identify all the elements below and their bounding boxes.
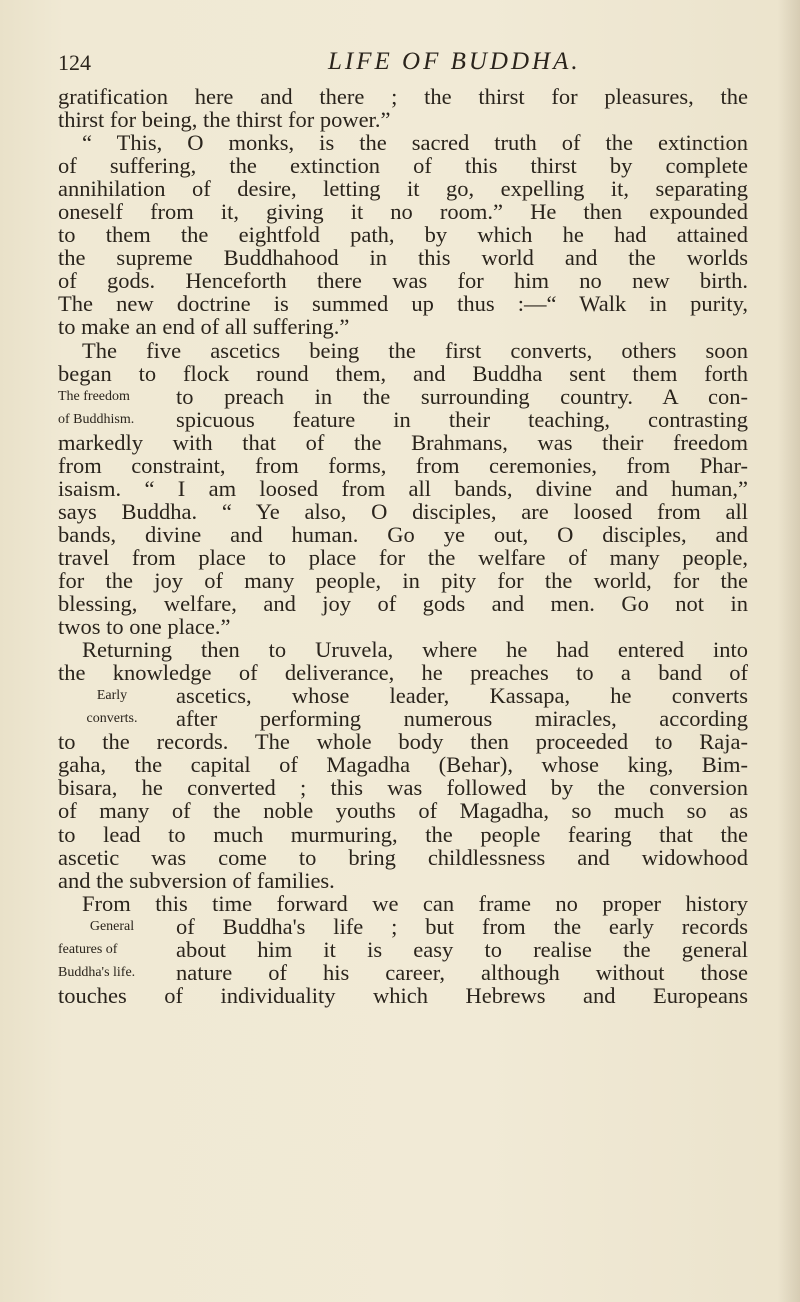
text-line: Returning then to Uruvela, where he had entered into <box>82 637 748 663</box>
page-header <box>58 44 738 84</box>
text-line-content: to preach in the surrounding country. A con- <box>176 383 748 409</box>
text-line: from constraint, from forms, from ceremonies, from Phar- <box>58 452 748 478</box>
text-line: annihilation of desire, letting it go, expelling it, separating <box>58 176 748 202</box>
running-head: LIFE OF BUDDHA. <box>328 48 581 75</box>
text-line <box>58 915 748 938</box>
text-line <box>58 684 748 707</box>
text-line: gratification here and there ; the thirst for pleasures, the <box>58 84 748 109</box>
text-line: touches of individuality which Hebrews and Europeans <box>58 982 748 1008</box>
margin-note-freedom-1: The freedom <box>58 388 130 404</box>
text-line: for the joy of many people, in pity for the world, for the <box>58 567 748 593</box>
text-line: of gods. Henceforth there was for him no new birth. <box>58 268 748 294</box>
text-line: began to flock round them, and Buddha sent them forth <box>58 360 748 386</box>
text-line: The new doctrine is summed up thus :—“ Walk in purity, <box>58 291 748 317</box>
text-line: thirst for being, the thirst for power.” <box>58 107 391 133</box>
text-line: to make an end of all suffering.” <box>58 314 350 340</box>
text-line: blessing, welfare, and joy of gods and men. Go not in <box>58 591 748 617</box>
text-line-content: of Buddha's life ; but from the early records <box>176 913 748 939</box>
text-line: the knowledge of deliverance, he preaches to a band of <box>58 660 748 686</box>
text-line <box>58 938 748 961</box>
margin-note-general-3: Buddha's life. <box>58 964 136 980</box>
text-line: the supreme Buddhahood in this world and the worlds <box>58 245 748 271</box>
text-line: travel from place to place for the welfare of many people, <box>58 544 748 570</box>
text-line-content: spicuous feature in their teaching, contrasting <box>176 406 748 432</box>
page-number: 124 <box>58 50 91 75</box>
text-line: “ This, O monks, is the sacred truth of the extinction <box>82 130 748 156</box>
text-line-content: nature of his career, although without those <box>176 959 748 985</box>
page-gutter-shadow <box>778 0 800 1302</box>
text-line: markedly with that of the Brahmans, was their freedom <box>58 429 748 455</box>
margin-note-converts-1: Early <box>96 688 128 704</box>
text-line: ascetic was come to bring childlessness and widowhood <box>58 844 748 870</box>
text-line <box>58 961 748 984</box>
text-line: bisara, he converted ; this was followed by the conversion <box>58 775 748 801</box>
text-line-content: after performing numerous miracles, according <box>176 706 748 732</box>
margin-note-general-2: features of <box>58 941 118 957</box>
text-line: to lead to much murmuring, the people fearing that the <box>58 821 748 847</box>
text-line: isaism. “ I am loosed from all bands, divine and human,” <box>58 475 748 501</box>
text-line <box>58 408 748 431</box>
text-line <box>58 385 748 408</box>
text-line-content: ascetics, whose leader, Kassapa, he converts <box>176 683 748 709</box>
body-text <box>58 85 748 1007</box>
text-line: says Buddha. “ Ye also, O disciples, are loosed from all <box>58 498 748 524</box>
text-line: From this time forward we can frame no proper history <box>82 890 748 916</box>
text-line: twos to one place.” <box>58 614 231 640</box>
margin-note-general-1: General <box>89 918 135 934</box>
text-line: of suffering, the extinction of this thirst by complete <box>58 153 748 179</box>
text-line: oneself from it, giving it no room.” He then expounded <box>58 199 748 225</box>
text-line: of many of the noble youths of Magadha, so much so as <box>58 798 748 824</box>
text-line: and the subversion of families. <box>58 867 335 893</box>
text-line-content: about him it is easy to realise the general <box>176 936 748 962</box>
margin-note-converts-2: converts. <box>86 711 138 727</box>
text-line <box>58 707 748 730</box>
text-line: to the records. The whole body then proceeded to Raja- <box>58 729 748 755</box>
text-line: gaha, the capital of Magadha (Behar), whose king, Bim- <box>58 752 748 778</box>
text-line: bands, divine and human. Go ye out, O disciples, and <box>58 521 748 547</box>
margin-note-freedom-2: of Buddhism. <box>58 411 135 427</box>
text-line: The five ascetics being the first converts, others soon <box>82 337 748 363</box>
text-line: to them the eightfold path, by which he had attained <box>58 222 748 248</box>
